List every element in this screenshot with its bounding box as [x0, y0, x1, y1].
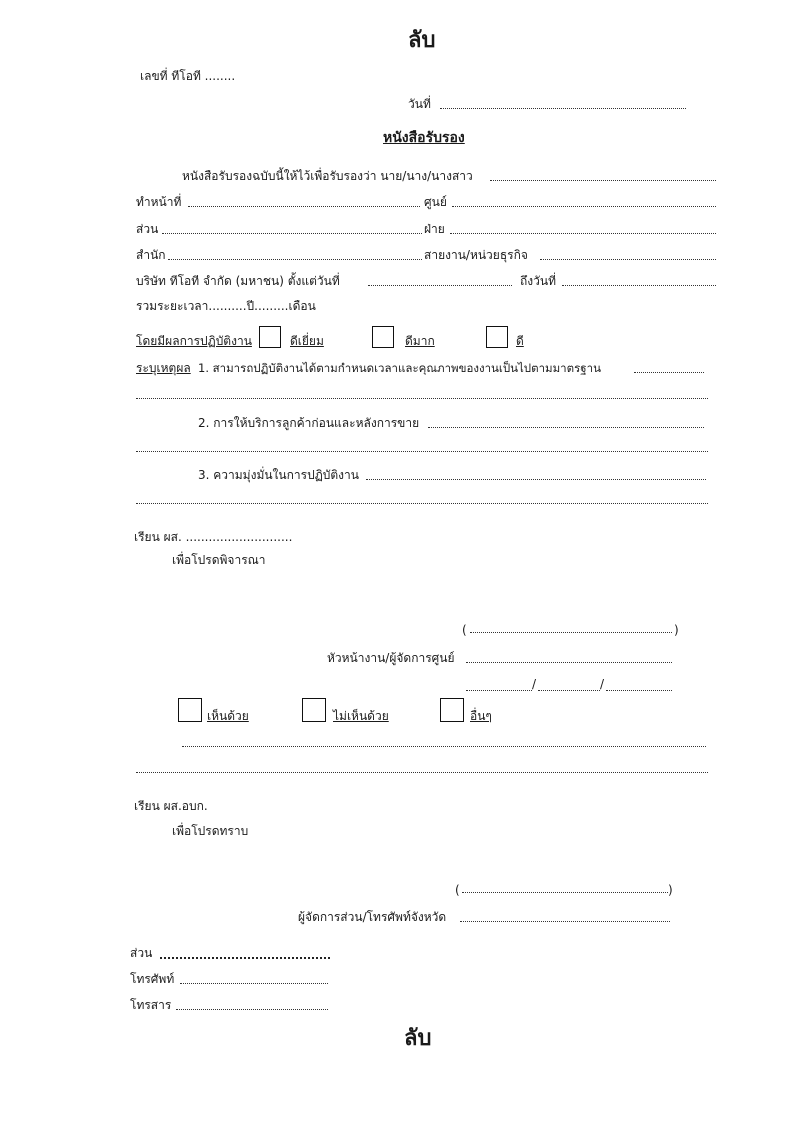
- excellent-checkbox[interactable]: [259, 326, 281, 348]
- section-field[interactable]: [162, 233, 422, 234]
- reason-2-text: 2. การให้บริการลูกค้าก่อนและหลังการขาย: [198, 416, 420, 430]
- signature2-name-field[interactable]: [462, 892, 668, 893]
- start-date-field[interactable]: [368, 285, 512, 286]
- contact-phone-label: โทรศัพท์: [130, 972, 175, 986]
- signature1-paren-close: ): [674, 623, 679, 637]
- business-line-label: สายงาน/หน่วยธุรกิจ: [424, 248, 528, 262]
- reason-3-field[interactable]: [366, 479, 706, 480]
- good-option: ดี: [516, 334, 524, 348]
- date-field[interactable]: [440, 108, 686, 109]
- signature1-month-field[interactable]: [538, 690, 600, 691]
- reference-number: เลขที่ ทีโอที ........: [140, 69, 236, 83]
- contact-fax-label: โทรสาร: [130, 998, 172, 1012]
- reason-3-text: 3. ความมุ่งมั่นในการปฏิบัติงาน: [198, 468, 359, 482]
- classification-top: ลับ: [408, 28, 436, 53]
- signature1-year-field[interactable]: [606, 690, 672, 691]
- department-label: ฝ่าย: [424, 222, 445, 236]
- reason-3-line[interactable]: [136, 503, 708, 504]
- opinion-line-2[interactable]: [136, 772, 708, 773]
- good-checkbox[interactable]: [486, 326, 508, 348]
- office-label: สำนัก: [136, 248, 166, 262]
- department-field[interactable]: [450, 233, 716, 234]
- signature2-field[interactable]: [460, 921, 670, 922]
- intro-text: หนังสือรับรองฉบับนี้ให้ไว้เพื่อรับรองว่า นาย/นาง/นางสาว: [182, 169, 473, 183]
- date-label: วันที่: [408, 97, 431, 111]
- signature1-name-field[interactable]: [470, 632, 672, 633]
- disagree-checkbox[interactable]: [302, 698, 326, 722]
- excellent-option: ดีเยี่ยม: [290, 334, 324, 348]
- contact-section-field[interactable]: [160, 957, 330, 959]
- center-field[interactable]: [452, 206, 716, 207]
- position-label: ทำหน้าที่: [136, 195, 182, 209]
- reason-2-field[interactable]: [428, 427, 704, 428]
- contact-section-label: ส่วน: [130, 946, 153, 960]
- duration-text: รวมระยะเวลา..........ปี.........เดือน: [136, 299, 316, 313]
- contact-fax-field[interactable]: [176, 1009, 328, 1010]
- address-purpose-1: เพื่อโปรดพิจารณา: [172, 553, 266, 567]
- employee-name-field[interactable]: [490, 180, 716, 181]
- document-title: หนังสือรับรอง: [383, 130, 465, 146]
- signature1-day-field[interactable]: [466, 690, 532, 691]
- date-sep-1: /: [532, 677, 537, 691]
- reason-1-text: 1. สามารถปฏิบัติงานได้ตามกำหนดเวลาและคุณภาพของงานเป็นไปตามมาตรฐาน: [198, 361, 601, 375]
- reasons-label: ระบุเหตุผล: [136, 361, 191, 375]
- signature1-title: หัวหน้างาน/ผู้จัดการศูนย์: [327, 651, 455, 665]
- signature2-title: ผู้จัดการส่วน/โทรศัพท์จังหวัด: [298, 910, 447, 924]
- very-good-option: ดีมาก: [405, 334, 435, 348]
- signature1-paren-open: (: [462, 623, 467, 637]
- company-since-label: บริษัท ทีโอที จำกัด (มหาชน) ตั้งแต่วันที่: [136, 274, 340, 288]
- signature2-paren-open: (: [455, 883, 460, 897]
- address-purpose-2: เพื่อโปรดทราบ: [172, 824, 249, 838]
- business-line-field[interactable]: [540, 259, 716, 260]
- end-date-field[interactable]: [562, 285, 716, 286]
- section-label: ส่วน: [136, 222, 159, 236]
- reason-1-line[interactable]: [136, 398, 708, 399]
- classification-bottom: ลับ: [404, 1026, 432, 1051]
- until-label: ถึงวันที่: [520, 274, 556, 288]
- agree-checkbox[interactable]: [178, 698, 202, 722]
- address-to-1: เรียน ผส. ............................: [134, 530, 293, 544]
- signature1-field[interactable]: [466, 662, 672, 663]
- other-checkbox[interactable]: [440, 698, 464, 722]
- address-to-2: เรียน ผส.อบก.: [134, 799, 208, 813]
- performance-label: โดยมีผลการปฏิบัติงาน: [136, 334, 252, 348]
- reason-2-line[interactable]: [136, 451, 708, 452]
- center-label: ศูนย์: [424, 195, 447, 209]
- position-field[interactable]: [188, 206, 420, 207]
- disagree-option: ไม่เห็นด้วย: [333, 709, 389, 723]
- agree-option: เห็นด้วย: [207, 709, 249, 723]
- contact-phone-field[interactable]: [180, 983, 328, 984]
- date-sep-2: /: [600, 677, 605, 691]
- office-field[interactable]: [168, 259, 422, 260]
- reason-1-field[interactable]: [634, 372, 704, 373]
- other-option: อื่นๆ: [470, 709, 492, 723]
- very-good-checkbox[interactable]: [372, 326, 394, 348]
- opinion-line-1[interactable]: [182, 746, 706, 747]
- signature2-paren-close: ): [668, 883, 673, 897]
